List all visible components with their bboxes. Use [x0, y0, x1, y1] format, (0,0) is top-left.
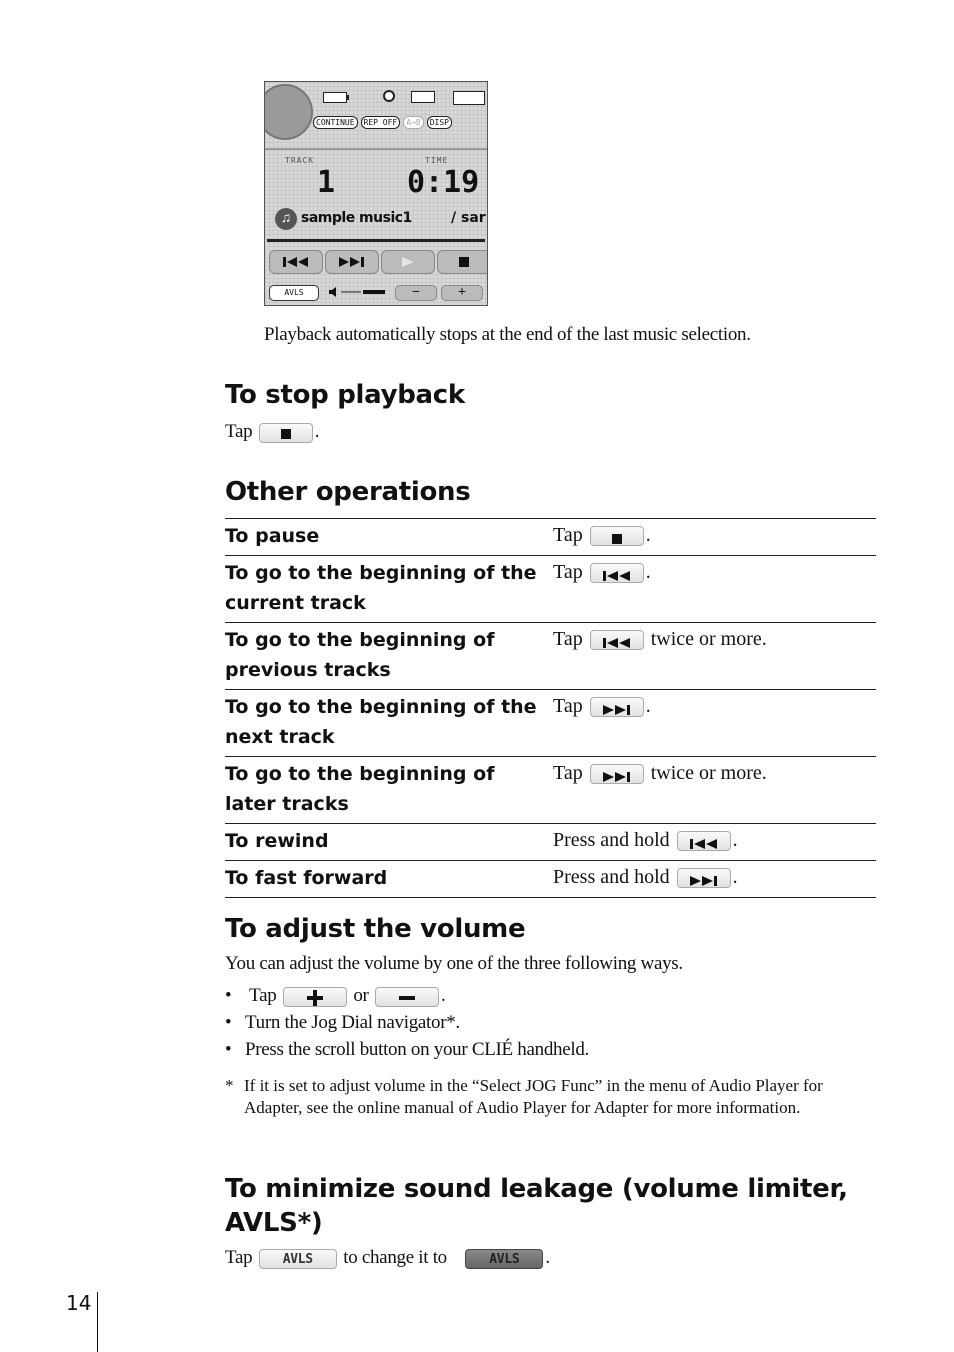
operation-instruction — [553, 623, 876, 690]
operation-instruction — [553, 824, 876, 861]
continue-button[interactable]: CONTINUE — [313, 116, 358, 129]
period: . — [441, 985, 446, 1006]
minus-button-glyph — [375, 987, 439, 1007]
list-item: • Turn the Jog Dial navigator*. — [225, 1009, 589, 1036]
adjust-volume-heading: To adjust the volume — [225, 914, 526, 944]
operation-button-glyph — [590, 764, 644, 784]
operation-instruction — [553, 519, 876, 556]
progress-bar[interactable] — [267, 239, 485, 242]
tap-word: Tap — [249, 985, 277, 1006]
avls-heading-line2: AVLS*) — [225, 1208, 323, 1238]
avls-heading-line1: To minimize sound leakage (volume limiter, — [225, 1174, 848, 1204]
volume-down-button[interactable]: − — [395, 285, 437, 301]
operation-instruction — [553, 556, 876, 623]
operation-suffix: . — [645, 524, 651, 546]
next-track-icon — [338, 256, 366, 268]
stop-icon — [611, 533, 623, 545]
stop-button-glyph — [259, 423, 313, 443]
footnote — [225, 1075, 845, 1119]
operation-suffix: . — [645, 695, 651, 717]
previous-track-icon — [689, 838, 719, 850]
operation-suffix: twice or more. — [645, 762, 767, 784]
table-row — [225, 690, 876, 757]
operation-name: To go to the beginning of previous tracks — [225, 623, 553, 690]
previous-track-icon — [602, 570, 632, 582]
next-track-icon — [689, 875, 719, 887]
previous-track-icon — [282, 256, 310, 268]
song-title: sample music1 — [301, 210, 412, 226]
stop-icon — [458, 256, 470, 268]
table-row — [225, 824, 876, 861]
memory-card-icon — [411, 91, 435, 103]
list-item — [225, 982, 589, 1009]
operation-name: To go to the beginning of later tracks — [225, 757, 553, 824]
operation-suffix: . — [732, 866, 738, 888]
transport-controls — [269, 250, 488, 274]
screenshot-caption: Playback automatically stops at the end of the last music selection. — [264, 324, 751, 345]
operation-verb: Tap — [553, 628, 583, 650]
operation-instruction — [553, 861, 876, 898]
volume-intro: You can adjust the volume by one of the three following ways. — [225, 953, 683, 974]
stop-playback-heading: To stop playback — [225, 380, 465, 410]
operation-button-glyph — [590, 563, 644, 583]
footnote-mark: * — [225, 1076, 234, 1095]
other-operations-heading: Other operations — [225, 477, 471, 507]
audio-player-screenshot — [264, 81, 488, 306]
avls-off-glyph: AVLS — [259, 1249, 337, 1269]
footnote-text: If it is set to adjust volume in the “Select JOG Func” in the menu of Audio Player for Adapter, see the online manual of Audio Player for Adapter for more information. — [244, 1076, 823, 1117]
operation-verb: Tap — [553, 695, 583, 717]
mode-buttons — [313, 116, 452, 129]
operation-name: To go to the beginning of the current track — [225, 556, 553, 623]
plus-button-glyph — [283, 987, 347, 1007]
display-button[interactable]: DISP — [427, 116, 452, 129]
stop-icon — [280, 428, 292, 440]
avls-button[interactable]: AVLS — [269, 285, 319, 301]
volume-methods-list — [225, 982, 589, 1063]
time-label: TIME — [425, 156, 449, 165]
avls-on-glyph: AVLS — [465, 1249, 543, 1269]
operation-name: To go to the beginning of the next track — [225, 690, 553, 757]
operation-suffix: twice or more. — [645, 628, 767, 650]
operation-verb: Press and hold — [553, 829, 670, 851]
next-track-icon — [602, 771, 632, 783]
operation-instruction — [553, 757, 876, 824]
battery-icon — [323, 92, 347, 103]
operation-button-glyph — [677, 831, 731, 851]
change-text: to change it to — [343, 1247, 447, 1268]
minus-icon — [398, 989, 416, 1007]
tap-word: Tap — [225, 1247, 253, 1268]
track-label: TRACK — [285, 156, 315, 165]
operation-suffix: . — [645, 561, 651, 583]
table-row — [225, 757, 876, 824]
period: . — [545, 1247, 550, 1268]
operation-verb: Tap — [553, 524, 583, 546]
table-row — [225, 623, 876, 690]
time-value: 0:19 — [407, 165, 480, 200]
operation-name: To fast forward — [225, 861, 553, 898]
previous-track-icon — [602, 637, 632, 649]
avls-instruction — [225, 1247, 550, 1269]
list-item: • Press the scroll button on your CLIÉ handheld. — [225, 1036, 589, 1063]
volume-up-button[interactable]: + — [441, 285, 483, 301]
operation-button-glyph — [677, 868, 731, 888]
volume-dial-icon — [264, 84, 313, 140]
operation-suffix: . — [732, 829, 738, 851]
operations-table — [225, 518, 876, 898]
operation-verb: Press and hold — [553, 866, 670, 888]
status-bar — [315, 86, 485, 108]
plus-icon — [306, 989, 324, 1007]
operation-name: To pause — [225, 519, 553, 556]
or-word: or — [353, 985, 369, 1006]
volume-bar — [269, 285, 483, 301]
a-b-repeat-button[interactable]: A→B — [403, 116, 423, 129]
repeat-button[interactable]: REP OFF — [361, 116, 401, 129]
tap-word: Tap — [225, 421, 253, 442]
operation-button-glyph — [590, 526, 644, 546]
table-row — [225, 861, 876, 898]
play-icon — [401, 256, 415, 268]
period: . — [314, 421, 320, 442]
stop-playback-instruction — [225, 421, 319, 443]
next-track-button[interactable] — [325, 250, 379, 274]
operation-name: To rewind — [225, 824, 553, 861]
divider — [265, 148, 487, 150]
table-row — [225, 519, 876, 556]
operation-button-glyph — [590, 630, 644, 650]
operation-button-glyph — [590, 697, 644, 717]
disc-icon — [383, 90, 395, 102]
list-view-icon — [453, 91, 485, 105]
previous-track-button[interactable] — [269, 250, 323, 274]
music-note-icon: ♫ — [275, 208, 297, 230]
operation-verb: Tap — [553, 561, 583, 583]
stop-button[interactable] — [437, 250, 488, 274]
page-margin-line — [97, 1292, 98, 1352]
volume-slider[interactable] — [329, 287, 393, 297]
song-title-overflow: / sar — [451, 210, 486, 226]
table-row — [225, 556, 876, 623]
operation-instruction — [553, 690, 876, 757]
next-track-icon — [602, 704, 632, 716]
operation-verb: Tap — [553, 762, 583, 784]
play-button[interactable] — [381, 250, 435, 274]
track-number: 1 — [317, 165, 336, 200]
page-number: 14 — [66, 1291, 92, 1315]
